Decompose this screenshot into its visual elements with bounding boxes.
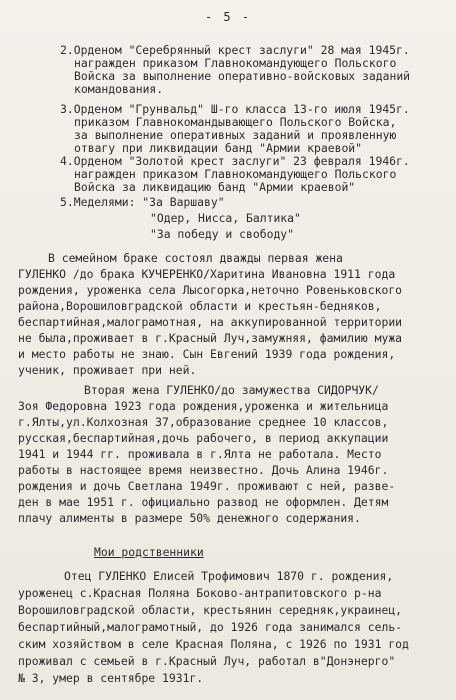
family-p2-line-1: Вторая жена ГУЛЕНКО/до замужества СИДОРЧУК/ (84, 383, 379, 397)
family-p1-line-7: и место работы не знаю. Сын Евгений 1939 года рождения, (18, 347, 396, 361)
relatives-p1-line-4: беспартийный,малограмотный, до 1926 года занимался сель- (18, 620, 403, 634)
award-2-line-2: награжден приказом Главнокомандующего Польского (74, 56, 397, 70)
relatives-p1-line-2: уроженец с.Красная Поляна Боково-антрапитовского р-на (18, 586, 382, 600)
relatives-p1-line-5: ским хозяйством в селе Красная Поляна, с 1926 по 1931 год (18, 637, 409, 651)
award-3-line-2: приказом Главнокомандывающего Польского Войска, (74, 115, 397, 129)
family-p1-line-5: беспартийная,малограмотная, на аккупированной территории (18, 315, 403, 329)
award-5-line-1: 5.Меделями: "За Варшаву" (60, 195, 225, 209)
relatives-p1-line-6: проживал с семьей в г.Красный Луч, работал в"Донэнерго" (18, 654, 396, 668)
relatives-p1-line-1: Отец ГУЛЕНКО Елисей Трофимович 1870 г. рождения, (64, 569, 394, 583)
award-4-line-3: Войска за ликвидацию банд "Армии краевой" (74, 180, 356, 194)
relatives-p1-line-3: Ворошиловградской области, крестьянин середняк,украинец, (18, 603, 403, 617)
award-3-line-4: отвагу при ликвидации банд "Армии краевой" (74, 141, 363, 155)
family-p1-line-3: рождения, уроженка села Лысогорка,неточно Ровеньковского (18, 283, 403, 297)
relatives-p1-line-7: № 3, умер в сентябре 1931г. (18, 671, 204, 685)
family-p2-line-5: 1941 и 1944 гг. проживала в г.Ялта не работала. Место (18, 447, 382, 461)
award-5-line-3: "За победу и свободу" (150, 227, 295, 241)
award-3-line-3: за выполнение оперативных заданий и проявленную (74, 128, 397, 142)
relatives-heading: Мои родственники (94, 545, 204, 559)
family-p1-line-8: ученик, проживает при ней. (18, 363, 197, 377)
award-3-line-1: 3.Орденом "Грунвальд" Ш-го класса 13-го июля 1945г. (60, 102, 410, 116)
award-4-line-2: награжден приказом Главнокомандующего Польского (74, 167, 397, 181)
family-p1-line-6: не была,проживает в г.Красный Луч,замужняя, фамилию мужа (18, 331, 403, 345)
page-number: - 5 - (204, 10, 252, 24)
family-p2-line-6: работы в настоящее время неизвестно. Дочь Алина 1946г. (18, 463, 389, 477)
family-p2-line-7: рождения и дочь Светлана 1949г. проживают с ней, разве- (18, 479, 396, 493)
family-p2-line-9: плачу алименты в размере 50% денежного содержания. (18, 511, 361, 525)
family-p2-line-3: г.Ялты,ул.Колхозная 37,образование среднее 10 классов, (18, 415, 389, 429)
award-4-line-1: 4.Орденом "Золотой крест заслуги" 23 февраля 1946г. (60, 154, 410, 168)
award-2-line-3: Войска за выполнение оперативно-войсковых заданий (74, 69, 411, 83)
family-p1-line-2: ГУЛЕНКО /до брака КУЧЕРЕНКО/Харитина Ивановна 1911 года (18, 267, 396, 281)
family-p2-line-8: ден в мае 1951 г. официально развод не оформлен. Детям (18, 495, 389, 509)
family-p1-line-4: района,Ворошиловградской области и крестьян-бедняков, (18, 299, 382, 313)
family-p2-line-4: русская,беспартийная,дочь рабочего, в период аккупации (18, 431, 389, 445)
family-p1-line-1: В семейном браке состоял дважды первая жена (48, 251, 343, 265)
award-2-line-1: 2.Орденом "Серебрянный крест заслуги" 28 мая 1945г. (60, 43, 410, 57)
family-p2-line-2: Зоя Федоровна 1923 года рождения,уроженка и жительница (18, 399, 389, 413)
award-2-line-4: командования. (74, 82, 164, 96)
award-5-line-2: "Одер, Нисса, Балтика" (150, 211, 301, 225)
